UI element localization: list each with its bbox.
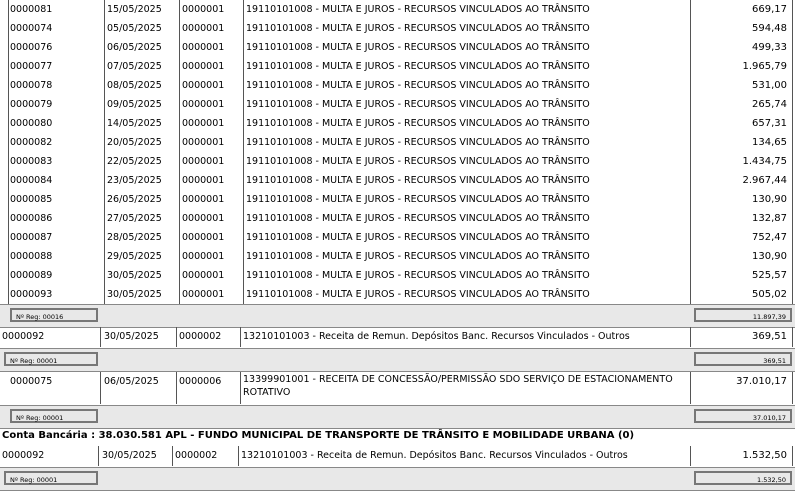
record-code: 0000002 xyxy=(175,450,218,461)
record-code: 0000001 xyxy=(182,137,225,148)
record-number: 0000092 xyxy=(2,331,45,342)
record-date: 28/05/2025 xyxy=(107,232,162,243)
table-row xyxy=(0,446,795,465)
group-total: 11.897,39 xyxy=(694,308,792,322)
table-row xyxy=(0,327,795,346)
record-value: 499,33 xyxy=(752,42,787,53)
table-row xyxy=(0,95,795,114)
record-code: 0000001 xyxy=(182,80,225,91)
receipt-table-group-4 xyxy=(0,446,795,466)
table-row xyxy=(0,266,795,285)
record-code: 0000001 xyxy=(182,213,225,224)
record-description: 13210101003 - Receita de Remun. Depósitos Banc. Recursos Vinculados - Outros xyxy=(243,331,630,342)
record-description: 19110101008 - MULTA E JUROS - RECURSOS VINCULADOS AO TRÂNSITO xyxy=(246,42,590,53)
table-row xyxy=(0,209,795,228)
group-4-summary xyxy=(0,467,795,491)
record-number: 0000076 xyxy=(10,42,53,53)
record-code: 0000002 xyxy=(179,331,222,342)
group-total: 37.010,17 xyxy=(694,409,792,423)
record-description: 19110101008 - MULTA E JUROS - RECURSOS VINCULADOS AO TRÂNSITO xyxy=(246,23,590,34)
record-description: 19110101008 - MULTA E JUROS - RECURSOS VINCULADOS AO TRÂNSITO xyxy=(246,61,590,72)
record-number: 0000093 xyxy=(10,289,53,300)
record-number: 0000079 xyxy=(10,99,53,110)
record-date: 26/05/2025 xyxy=(107,194,162,205)
record-description: 19110101008 - MULTA E JUROS - RECURSOS VINCULADOS AO TRÂNSITO xyxy=(246,251,590,262)
record-number: 0000074 xyxy=(10,23,53,34)
record-number: 0000088 xyxy=(10,251,53,262)
record-date: 30/05/2025 xyxy=(102,450,157,461)
reg-count: Nº Reg: 00001 xyxy=(10,409,98,423)
group-1-summary xyxy=(0,304,795,328)
record-number: 0000080 xyxy=(10,118,53,129)
group-3-summary xyxy=(0,405,795,429)
record-number: 0000086 xyxy=(10,213,53,224)
record-value: 752,47 xyxy=(752,232,787,243)
record-code: 0000001 xyxy=(182,270,225,281)
record-value: 1.965,79 xyxy=(742,61,787,72)
record-value: 505,02 xyxy=(752,289,787,300)
table-row xyxy=(0,0,795,19)
table-row xyxy=(0,38,795,57)
record-date: 14/05/2025 xyxy=(107,118,162,129)
reg-count: Nº Reg: 00016 xyxy=(10,308,98,322)
record-date: 29/05/2025 xyxy=(107,251,162,262)
record-number: 0000081 xyxy=(10,4,53,15)
table-row xyxy=(0,57,795,76)
record-code: 0000001 xyxy=(182,194,225,205)
receipt-table-group-2 xyxy=(0,327,795,347)
record-description: 19110101008 - MULTA E JUROS - RECURSOS VINCULADOS AO TRÂNSITO xyxy=(246,4,590,15)
record-description-line-2: ROTATIVO xyxy=(243,387,291,398)
record-value: 1.434,75 xyxy=(742,156,787,167)
record-number: 0000078 xyxy=(10,80,53,91)
group-2-summary xyxy=(0,348,795,372)
receipt-table-group-3 xyxy=(0,372,795,404)
record-code: 0000001 xyxy=(182,118,225,129)
record-description: 19110101008 - MULTA E JUROS - RECURSOS VINCULADOS AO TRÂNSITO xyxy=(246,156,590,167)
record-date: 23/05/2025 xyxy=(107,175,162,186)
record-description: 19110101008 - MULTA E JUROS - RECURSOS VINCULADOS AO TRÂNSITO xyxy=(246,232,590,243)
record-description: 19110101008 - MULTA E JUROS - RECURSOS VINCULADOS AO TRÂNSITO xyxy=(246,194,590,205)
table-row xyxy=(0,133,795,152)
table-row xyxy=(0,171,795,190)
record-code: 0000001 xyxy=(182,289,225,300)
record-value: 531,00 xyxy=(752,80,787,91)
record-code: 0000001 xyxy=(182,23,225,34)
record-number: 0000075 xyxy=(10,376,53,387)
record-description-line-1: 13399901001 - RECEITA DE CONCESSÃO/PERMISSÃO SDO SERVIÇO DE ESTACIONAMENTO xyxy=(243,374,673,385)
record-description: 19110101008 - MULTA E JUROS - RECURSOS VINCULADOS AO TRÂNSITO xyxy=(246,213,590,224)
record-date: 30/05/2025 xyxy=(107,289,162,300)
record-value: 525,57 xyxy=(752,270,787,281)
reg-count: Nº Reg: 00001 xyxy=(4,471,98,485)
table-row xyxy=(0,228,795,247)
record-date: 15/05/2025 xyxy=(107,4,162,15)
record-value: 37.010,17 xyxy=(736,376,787,387)
record-description: 19110101008 - MULTA E JUROS - RECURSOS VINCULADOS AO TRÂNSITO xyxy=(246,118,590,129)
record-code: 0000001 xyxy=(182,99,225,110)
record-description: 19110101008 - MULTA E JUROS - RECURSOS VINCULADOS AO TRÂNSITO xyxy=(246,137,590,148)
record-number: 0000092 xyxy=(2,450,45,461)
table-row xyxy=(0,152,795,171)
record-code: 0000006 xyxy=(179,376,222,387)
record-description: 13210101003 - Receita de Remun. Depósitos Banc. Recursos Vinculados - Outros xyxy=(241,450,628,461)
bank-account-header: Conta Bancária : 38.030.581 APL - FUNDO MUNICIPAL DE TRANSPORTE DE TRÂNSITO E MOBILIDADE URBANA (0) xyxy=(2,430,635,441)
record-value: 1.532,50 xyxy=(742,450,787,461)
record-date: 06/05/2025 xyxy=(107,42,162,53)
record-code: 0000001 xyxy=(182,232,225,243)
record-description: 19110101008 - MULTA E JUROS - RECURSOS VINCULADOS AO TRÂNSITO xyxy=(246,80,590,91)
record-date: 08/05/2025 xyxy=(107,80,162,91)
record-value: 369,51 xyxy=(752,331,787,342)
record-value: 132,87 xyxy=(752,213,787,224)
record-value: 2.967,44 xyxy=(742,175,787,186)
table-row xyxy=(0,76,795,95)
record-code: 0000001 xyxy=(182,61,225,72)
record-date: 06/05/2025 xyxy=(104,376,159,387)
table-row xyxy=(0,285,795,304)
record-date: 07/05/2025 xyxy=(107,61,162,72)
record-code: 0000001 xyxy=(182,42,225,53)
record-value: 594,48 xyxy=(752,23,787,34)
record-value: 134,65 xyxy=(752,137,787,148)
record-value: 265,74 xyxy=(752,99,787,110)
record-number: 0000084 xyxy=(10,175,53,186)
reg-count: Nº Reg: 00001 xyxy=(4,352,98,366)
record-value: 130,90 xyxy=(752,251,787,262)
record-code: 0000001 xyxy=(182,4,225,15)
record-date: 30/05/2025 xyxy=(107,270,162,281)
record-number: 0000085 xyxy=(10,194,53,205)
record-code: 0000001 xyxy=(182,156,225,167)
table-row xyxy=(0,372,795,404)
record-value: 657,31 xyxy=(752,118,787,129)
record-number: 0000083 xyxy=(10,156,53,167)
group-total: 369,51 xyxy=(694,352,792,366)
record-value: 669,17 xyxy=(752,4,787,15)
record-description: 19110101008 - MULTA E JUROS - RECURSOS VINCULADOS AO TRÂNSITO xyxy=(246,270,590,281)
table-row xyxy=(0,19,795,38)
record-number: 0000082 xyxy=(10,137,53,148)
group-total: 1.532,50 xyxy=(694,471,792,485)
record-description: 19110101008 - MULTA E JUROS - RECURSOS VINCULADOS AO TRÂNSITO xyxy=(246,289,590,300)
record-number: 0000089 xyxy=(10,270,53,281)
table-row xyxy=(0,114,795,133)
record-description: 19110101008 - MULTA E JUROS - RECURSOS VINCULADOS AO TRÂNSITO xyxy=(246,175,590,186)
record-number: 0000077 xyxy=(10,61,53,72)
record-description: 19110101008 - MULTA E JUROS - RECURSOS VINCULADOS AO TRÂNSITO xyxy=(246,99,590,110)
record-code: 0000001 xyxy=(182,251,225,262)
table-row xyxy=(0,190,795,209)
record-date: 22/05/2025 xyxy=(107,156,162,167)
record-date: 20/05/2025 xyxy=(107,137,162,148)
record-date: 09/05/2025 xyxy=(107,99,162,110)
record-date: 05/05/2025 xyxy=(107,23,162,34)
record-date: 27/05/2025 xyxy=(107,213,162,224)
table-row xyxy=(0,247,795,266)
record-date: 30/05/2025 xyxy=(104,331,159,342)
record-value: 130,90 xyxy=(752,194,787,205)
record-code: 0000001 xyxy=(182,175,225,186)
record-number: 0000087 xyxy=(10,232,53,243)
